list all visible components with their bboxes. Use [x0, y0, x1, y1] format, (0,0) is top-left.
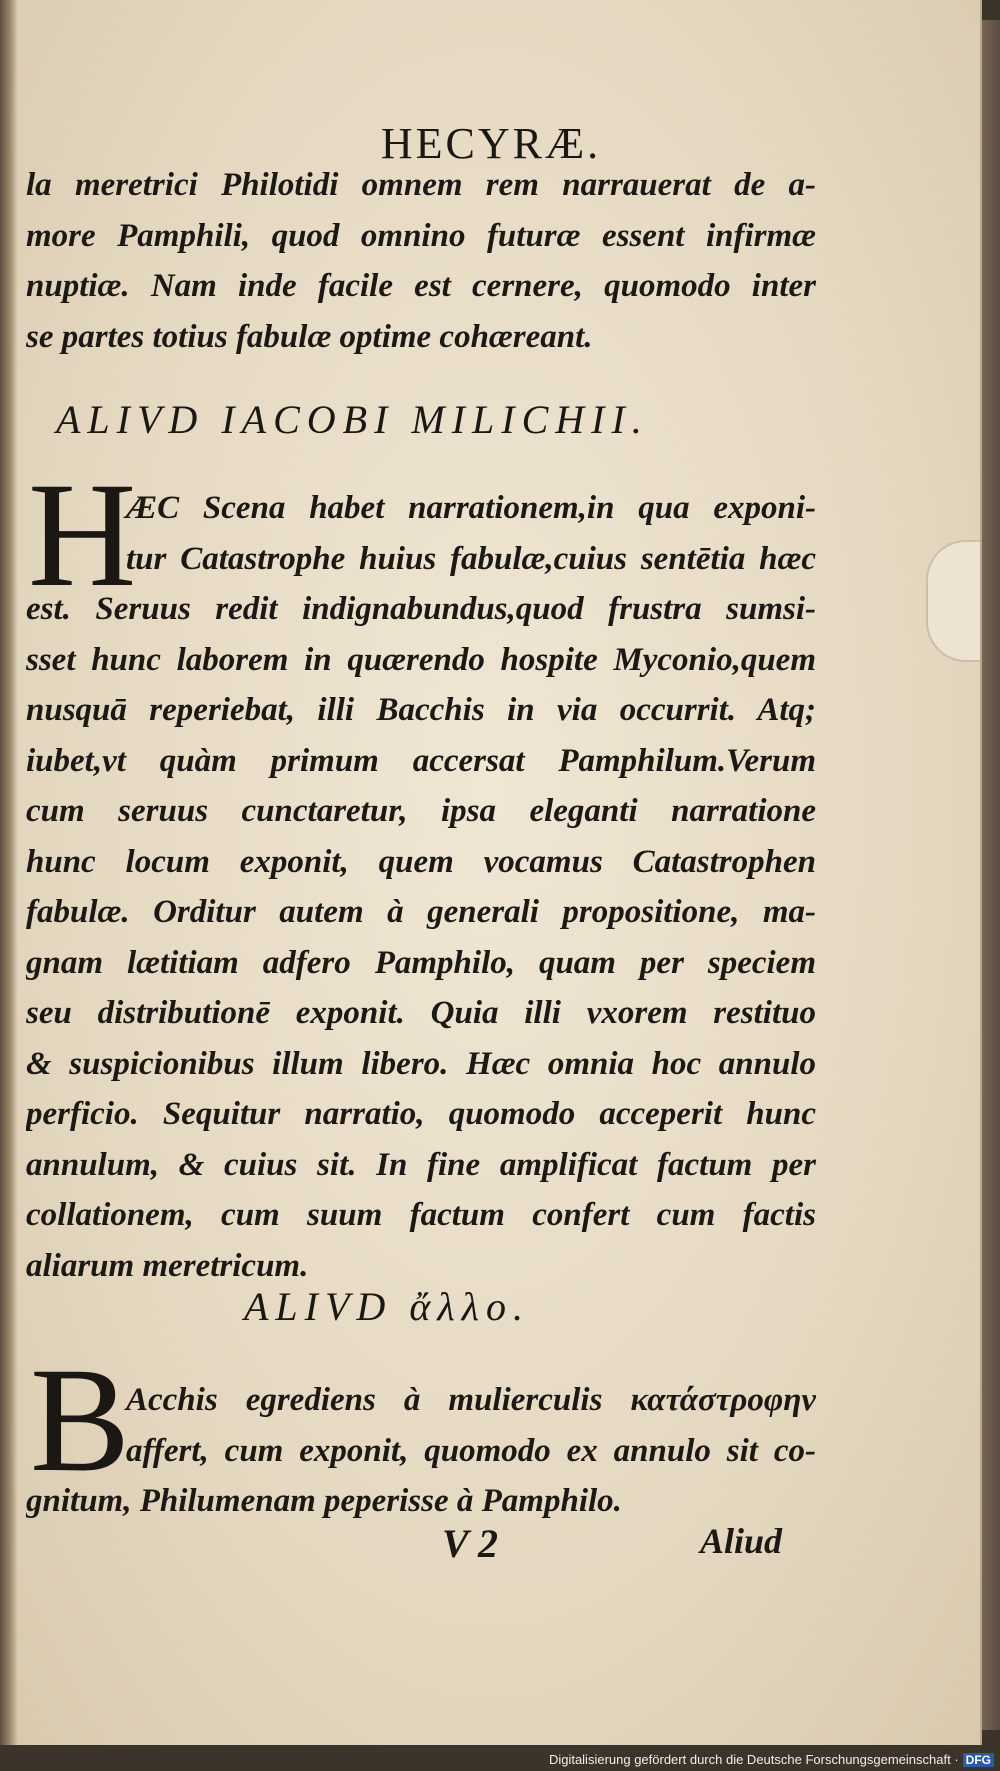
text-line: tur Catastrophe huius fabulæ,cuius sentētia hæc: [126, 540, 816, 577]
text-line: & suspicionibus illum libero. Hæc omnia hoc annulo: [26, 1045, 816, 1082]
text-line: annulum, & cuius sit. In fine amplificat factum per: [26, 1146, 816, 1183]
text-line: collationem, cum suum factum confert cum factis: [26, 1197, 816, 1233]
text-line: sset hunc laborem in quærendo hospite Myconio,quem: [26, 641, 816, 678]
drop-cap-h: H: [28, 452, 137, 618]
text-line: aliarum meretricum.: [26, 1247, 309, 1284]
bacchis-paragraph: [26, 1375, 816, 1527]
text-line: nuptiæ. Nam inde facile est cernere, quomodo inter: [26, 268, 816, 304]
intro-paragraph: [26, 160, 816, 362]
text-line: est. Seruus redit indignabundus,quod frustra sumsi-: [26, 591, 816, 627]
text-line: ÆC Scena habet narrationem,in qua exponi-: [126, 490, 816, 526]
dfg-logo: DFG: [963, 1753, 994, 1767]
text-line: affert, cum exponit, quomodo ex annulo sit co-: [126, 1432, 816, 1469]
text-line: Acchis egrediens à mulierculis κατάστροφην: [126, 1382, 816, 1418]
text-line: nusquā reperiebat, illi Bacchis in via occurrit. Atq;: [26, 692, 816, 728]
page-tab-mark: [926, 540, 980, 662]
text-line: cum seruus cunctaretur, ipsa eleganti narratione: [26, 793, 816, 829]
text-line: hunc locum exponit, quem vocamus Catastrophen: [26, 843, 816, 880]
section-heading-aliud: ALIVD ἄλλο.: [244, 1284, 530, 1329]
text-line: la meretrici Philotidi omnem rem narrauerat de a-: [26, 167, 816, 203]
text-line: gnitum, Philumenam peperisse à Pamphilo.: [26, 1483, 622, 1519]
milichii-paragraph: [26, 483, 816, 1291]
text-line: se partes totius fabulæ optime cohæreant.: [26, 318, 593, 355]
text-line: iubet,vt quàm primum accersat Pamphilum.Verum: [26, 742, 816, 779]
catchword: Aliud: [700, 1521, 783, 1561]
text-line: seu distributionē exponit. Quia illi vxorem restituo: [26, 995, 816, 1031]
credit-text: Digitalisierung gefördert durch die Deutsche Forschungsgemeinschaft ·: [548, 1752, 959, 1767]
text-line: fabulæ. Orditur autem à generali propositione, ma-: [26, 894, 816, 930]
section-heading-milichii: ALIVD IACOBI MILICHII.: [56, 397, 649, 442]
running-header: HECYRÆ.: [380, 119, 602, 168]
signature-mark: V 2: [442, 1521, 498, 1566]
text-line: more Pamphili, quod omnino futuræ essent infirmæ: [26, 217, 816, 254]
drop-cap-b: B: [30, 1337, 131, 1503]
spine-shadow: [0, 0, 18, 1745]
text-line: perficio. Sequitur narratio, quomodo acceperit hunc: [26, 1096, 816, 1132]
text-line: gnam lætitiam adfero Pamphilo, quam per speciem: [26, 944, 816, 981]
digitization-credit: [549, 1752, 994, 1767]
